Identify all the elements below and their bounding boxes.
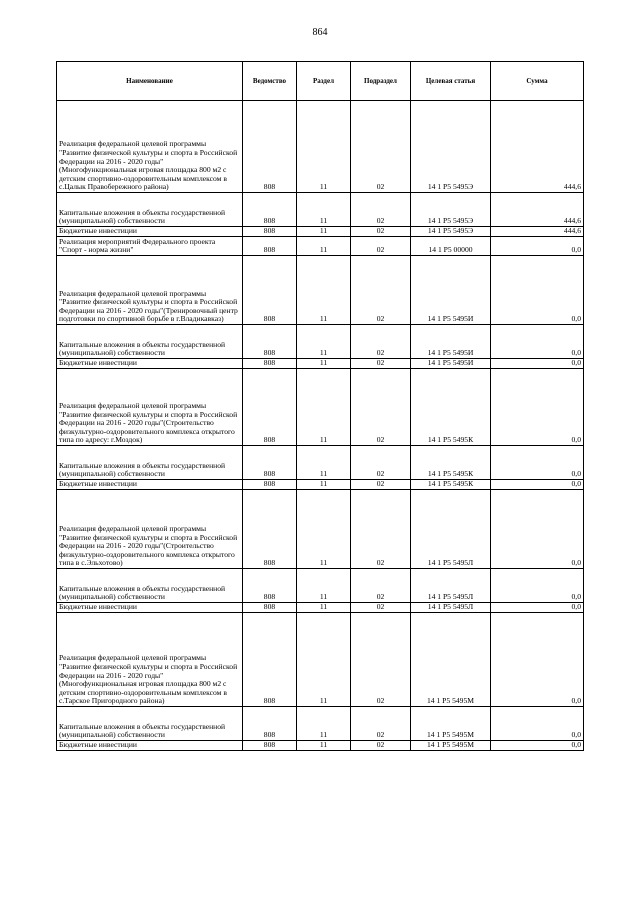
row-subsection: 02 xyxy=(351,256,411,325)
row-sum: 0,0 xyxy=(491,237,584,256)
row-target-article: 14 1 P5 5495И xyxy=(411,325,491,359)
row-sum: 0,0 xyxy=(491,325,584,359)
row-subsection: 02 xyxy=(351,237,411,256)
row-sum: 0,0 xyxy=(491,490,584,569)
row-section: 11 xyxy=(297,193,351,227)
row-subsection: 02 xyxy=(351,101,411,193)
header-name: Наименование xyxy=(57,62,243,101)
row-target-article: 14 1 P5 5495Э xyxy=(411,193,491,227)
row-section: 11 xyxy=(297,569,351,603)
row-subsection: 02 xyxy=(351,193,411,227)
row-department: 808 xyxy=(243,480,297,490)
row-section: 11 xyxy=(297,227,351,237)
row-target-article: 14 1 P5 5495М xyxy=(411,613,491,707)
row-name: Капитальные вложения в объекты государственной (муниципальной) собственности xyxy=(57,707,243,741)
budget-table xyxy=(56,61,584,751)
row-target-article: 14 1 P5 5495И xyxy=(411,256,491,325)
row-subsection: 02 xyxy=(351,369,411,446)
row-name: Капитальные вложения в объекты государственной (муниципальной) собственности xyxy=(57,569,243,603)
row-department: 808 xyxy=(243,369,297,446)
table-row xyxy=(57,490,584,569)
row-department: 808 xyxy=(243,101,297,193)
row-section: 11 xyxy=(297,369,351,446)
row-target-article: 14 1 P5 00000 xyxy=(411,237,491,256)
row-name: Реализация федеральной целевой программы "Развитие физической культуры и спорта в Российской Федерации на 2016 - 2020 годы"(Строительство физкультурно-оздоровительного комплекса открытого типа по адресу: г.Моздок) xyxy=(57,369,243,446)
row-section: 11 xyxy=(297,741,351,751)
header-section: Раздел xyxy=(297,62,351,101)
row-sum: 444,6 xyxy=(491,227,584,237)
row-department: 808 xyxy=(243,446,297,480)
row-department: 808 xyxy=(243,359,297,369)
row-target-article: 14 1 P5 5495Э xyxy=(411,227,491,237)
row-sum: 0,0 xyxy=(491,741,584,751)
row-department: 808 xyxy=(243,227,297,237)
row-subsection: 02 xyxy=(351,569,411,603)
row-target-article: 14 1 P5 5495И xyxy=(411,359,491,369)
row-section: 11 xyxy=(297,603,351,613)
row-subsection: 02 xyxy=(351,446,411,480)
row-section: 11 xyxy=(297,446,351,480)
row-sum: 444,6 xyxy=(491,193,584,227)
row-sum: 0,0 xyxy=(491,569,584,603)
table-row xyxy=(57,480,584,490)
row-section: 11 xyxy=(297,256,351,325)
row-name: Бюджетные инвестиции xyxy=(57,227,243,237)
row-name: Реализация федеральной целевой программы "Развитие физической культуры и спорта в Российской Федерации на 2016 - 2020 годы"(Тренировочный центр подготовки по спортивной борьбе в г.Владикавказ) xyxy=(57,256,243,325)
row-department: 808 xyxy=(243,613,297,707)
table-row xyxy=(57,603,584,613)
row-subsection: 02 xyxy=(351,227,411,237)
row-target-article: 14 1 P5 5495К xyxy=(411,369,491,446)
table-row xyxy=(57,193,584,227)
header-target-article: Целевая статья xyxy=(411,62,491,101)
header-department: Ведомство xyxy=(243,62,297,101)
row-name: Реализация федеральной целевой программы "Развитие физической культуры и спорта в Российской Федерации на 2016 - 2020 годы"(Многофункциональная игровая площадка 800 м2 с детским спортивно-оздоровительным комплексом в с.Тарское Пригородного района) xyxy=(57,613,243,707)
row-section: 11 xyxy=(297,237,351,256)
row-department: 808 xyxy=(243,237,297,256)
table-row xyxy=(57,101,584,193)
header-sum: Сумма xyxy=(491,62,584,101)
row-section: 11 xyxy=(297,480,351,490)
row-department: 808 xyxy=(243,490,297,569)
row-sum: 0,0 xyxy=(491,707,584,741)
row-department: 808 xyxy=(243,707,297,741)
table-row xyxy=(57,707,584,741)
table-row xyxy=(57,256,584,325)
row-name: Капитальные вложения в объекты государственной (муниципальной) собственности xyxy=(57,325,243,359)
row-sum: 0,0 xyxy=(491,613,584,707)
row-name: Бюджетные инвестиции xyxy=(57,603,243,613)
table-row xyxy=(57,237,584,256)
row-target-article: 14 1 P5 5495Л xyxy=(411,603,491,613)
row-sum: 0,0 xyxy=(491,369,584,446)
row-sum: 0,0 xyxy=(491,256,584,325)
row-target-article: 14 1 P5 5495М xyxy=(411,741,491,751)
table-header-row xyxy=(57,62,584,101)
table-row xyxy=(57,359,584,369)
row-department: 808 xyxy=(243,741,297,751)
row-sum: 444,6 xyxy=(491,101,584,193)
row-target-article: 14 1 P5 5495К xyxy=(411,446,491,480)
row-target-article: 14 1 P5 5495Л xyxy=(411,569,491,603)
row-name: Капитальные вложения в объекты государственной (муниципальной) собственности xyxy=(57,193,243,227)
row-section: 11 xyxy=(297,490,351,569)
row-department: 808 xyxy=(243,256,297,325)
row-target-article: 14 1 P5 5495К xyxy=(411,480,491,490)
row-name: Капитальные вложения в объекты государственной (муниципальной) собственности xyxy=(57,446,243,480)
row-name: Бюджетные инвестиции xyxy=(57,480,243,490)
row-subsection: 02 xyxy=(351,613,411,707)
row-subsection: 02 xyxy=(351,603,411,613)
table-body xyxy=(57,101,584,751)
row-target-article: 14 1 P5 5495Л xyxy=(411,490,491,569)
row-sum: 0,0 xyxy=(491,359,584,369)
table-row xyxy=(57,741,584,751)
row-section: 11 xyxy=(297,359,351,369)
row-section: 11 xyxy=(297,613,351,707)
table-row xyxy=(57,613,584,707)
table-row xyxy=(57,227,584,237)
row-name: Бюджетные инвестиции xyxy=(57,359,243,369)
row-name: Реализация федеральной целевой программы "Развитие физической культуры и спорта в Российской Федерации на 2016 - 2020 годы"(Многофункциональная игровая площадка 800 м2 с детским спортивно-оздоровительным комплексом в с.Цалык Правобережного района) xyxy=(57,101,243,193)
row-section: 11 xyxy=(297,325,351,359)
row-section: 11 xyxy=(297,101,351,193)
row-subsection: 02 xyxy=(351,490,411,569)
row-target-article: 14 1 P5 5495М xyxy=(411,707,491,741)
table-row xyxy=(57,446,584,480)
row-sum: 0,0 xyxy=(491,603,584,613)
row-sum: 0,0 xyxy=(491,480,584,490)
row-subsection: 02 xyxy=(351,707,411,741)
row-department: 808 xyxy=(243,325,297,359)
page-number: 864 xyxy=(312,27,328,38)
row-name: Бюджетные инвестиции xyxy=(57,741,243,751)
row-section: 11 xyxy=(297,707,351,741)
table-row xyxy=(57,325,584,359)
table-row xyxy=(57,569,584,603)
row-name: Реализация мероприятий Федерального проекта "Спорт - норма жизни" xyxy=(57,237,243,256)
row-target-article: 14 1 P5 5495Э xyxy=(411,101,491,193)
row-subsection: 02 xyxy=(351,741,411,751)
row-subsection: 02 xyxy=(351,325,411,359)
row-department: 808 xyxy=(243,193,297,227)
row-name: Реализация федеральной целевой программы "Развитие физической культуры и спорта в Российской Федерации на 2016 - 2020 годы"(Строительство физкультурно-оздоровительного комплекса открытого типа в с.Эльхотово) xyxy=(57,490,243,569)
row-department: 808 xyxy=(243,569,297,603)
header-subsection: Подраздел xyxy=(351,62,411,101)
table-row xyxy=(57,369,584,446)
row-subsection: 02 xyxy=(351,480,411,490)
row-sum: 0,0 xyxy=(491,446,584,480)
row-department: 808 xyxy=(243,603,297,613)
row-subsection: 02 xyxy=(351,359,411,369)
